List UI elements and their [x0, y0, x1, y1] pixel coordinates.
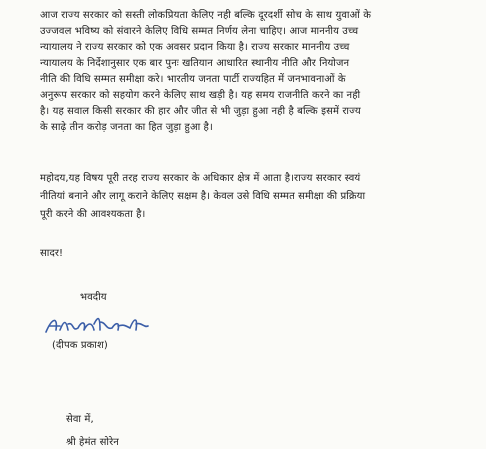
text-line: है। यह सवाल किसी सरकार की हार और जीत से भी जुड़ा हुआ नही है बल्कि इसमें राज्य — [40, 106, 361, 117]
text-line: आज राज्य सरकार को सस्ती लोकप्रियता केलिए नही बल्कि दूरदर्शी सोच के साथ युवाओं के — [40, 10, 371, 21]
signature-image — [42, 310, 152, 338]
text-line: के साढ़े तीन करोड़ जनता का हित जुड़ा हुआ है। — [40, 122, 213, 133]
closing: भवदीय — [80, 292, 107, 303]
text-line: नीतियां बनाने और लागू कराने केलिए सक्षम है। केवल उसे विधि सम्मत समीक्षा की प्रक्रिया — [40, 191, 366, 202]
text-line: उज्जवल भविष्य को संवारने केलिए विधि सम्मत निर्णय लेना चाहिए। आज माननीय उच्च — [40, 26, 359, 37]
salutation: सादर! — [40, 248, 64, 259]
address-partial: श्री हेमंत सोरेन — [66, 437, 119, 448]
text-line: न्यायालय ने राज्य सरकार को एक अवसर प्रदान किया है। राज्य सरकार माननीय उच्च — [40, 42, 350, 53]
text-line: अनुरूप सरकार को सहयोग करने केलिए साथ खड़ी है। यह समय राजनीति करने का नही — [40, 90, 361, 101]
signatory-name: (दीपक प्रकाश) — [52, 340, 108, 351]
address-to: सेवा में, — [66, 414, 94, 425]
text-line: महोदय,यह विषय पूरी तरह राज्य सरकार के अधिकार क्षेत्र में आता है।राज्य सरकार स्वयं — [40, 173, 361, 184]
text-line: पूरी करने की आवश्यकता है। — [40, 209, 146, 220]
text-line: नीति की विधि सम्मत समीक्षा करे। भारतीय जनता पार्टी राज्यहित में जनभावनाओं के — [40, 74, 346, 85]
text-line: न्यायालय के निर्देशानुसार एक बार पुनः खतियान आधारित स्थानीय नीति और नियोजन — [40, 58, 350, 69]
